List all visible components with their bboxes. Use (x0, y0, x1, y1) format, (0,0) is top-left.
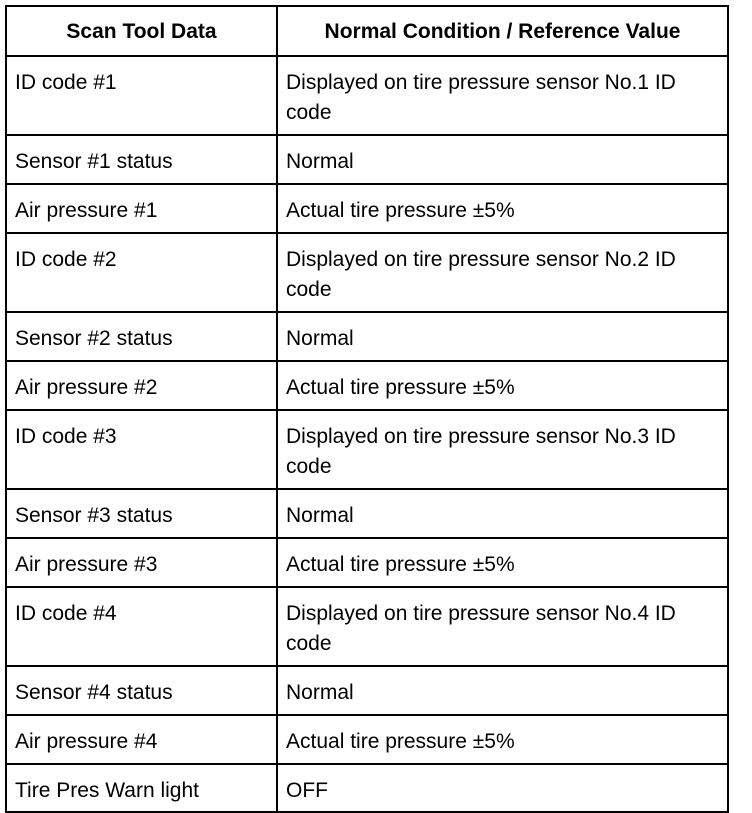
scan-tool-item: Air pressure #4 (6, 715, 277, 764)
reference-value: Displayed on tire pressure sensor No.1 ID code (277, 56, 728, 135)
scan-tool-item: ID code #4 (6, 587, 277, 666)
reference-value: Normal (277, 666, 728, 715)
scan-tool-item: Tire Pres Warn light (6, 764, 277, 812)
table-row (6, 233, 728, 312)
reference-value: Displayed on tire pressure sensor No.3 ID code (277, 410, 728, 489)
scan-tool-item: Air pressure #2 (6, 361, 277, 410)
table-row (6, 764, 728, 812)
scan-tool-item: ID code #2 (6, 233, 277, 312)
reference-value: Normal (277, 489, 728, 538)
scan-tool-item: Sensor #4 status (6, 666, 277, 715)
table-row (6, 715, 728, 764)
reference-value: Actual tire pressure ±5% (277, 715, 728, 764)
table-row (6, 184, 728, 233)
reference-value: OFF (277, 764, 728, 812)
reference-value-table (5, 5, 729, 813)
table-header-row (6, 6, 728, 56)
table-row (6, 135, 728, 184)
scan-tool-item: ID code #1 (6, 56, 277, 135)
table-row (6, 587, 728, 666)
scan-tool-item: Sensor #3 status (6, 489, 277, 538)
column-header-reference-value: Normal Condition / Reference Value (277, 6, 728, 56)
table-row (6, 410, 728, 489)
scan-tool-item: Sensor #2 status (6, 312, 277, 361)
scan-tool-item: ID code #3 (6, 410, 277, 489)
reference-value: Actual tire pressure ±5% (277, 361, 728, 410)
reference-value: Displayed on tire pressure sensor No.2 ID code (277, 233, 728, 312)
reference-value: Actual tire pressure ±5% (277, 184, 728, 233)
reference-value: Actual tire pressure ±5% (277, 538, 728, 587)
table-row (6, 361, 728, 410)
table-row (6, 666, 728, 715)
table-row (6, 538, 728, 587)
table-row (6, 56, 728, 135)
table-row (6, 489, 728, 538)
reference-value: Normal (277, 312, 728, 361)
reference-value: Normal (277, 135, 728, 184)
scan-tool-item: Air pressure #1 (6, 184, 277, 233)
table-row (6, 312, 728, 361)
reference-value: Displayed on tire pressure sensor No.4 ID code (277, 587, 728, 666)
scan-tool-item: Air pressure #3 (6, 538, 277, 587)
scan-tool-item: Sensor #1 status (6, 135, 277, 184)
column-header-scan-tool-data: Scan Tool Data (6, 6, 277, 56)
